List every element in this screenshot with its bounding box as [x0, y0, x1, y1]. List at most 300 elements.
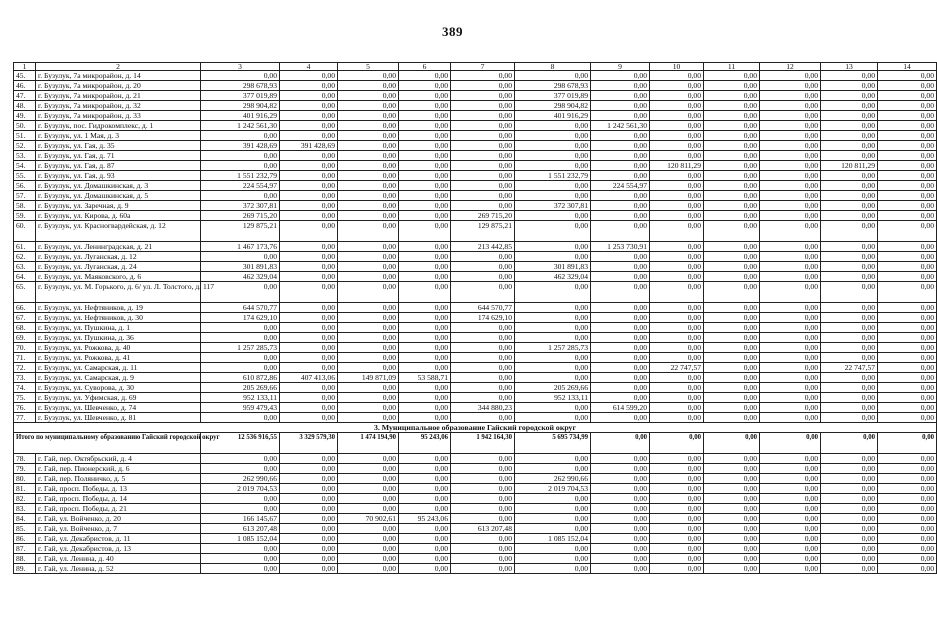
value-cell: 0,00 [650, 252, 704, 262]
value-cell: 0,00 [760, 262, 821, 272]
value-cell: 0,00 [399, 101, 451, 111]
value-cell: 0,00 [338, 504, 399, 514]
value-cell: 0,00 [280, 353, 338, 363]
value-cell: 391 428,69 [201, 141, 280, 151]
value-cell: 0,00 [280, 343, 338, 353]
value-cell: 0,00 [821, 534, 878, 544]
value-cell: 0,00 [338, 282, 399, 303]
address-cell: г. Гай, ул. Ленина, д. 40 [36, 554, 201, 564]
value-cell: 2 019 704,53 [201, 484, 280, 494]
total-value: 0,00 [650, 433, 704, 454]
value-cell: 0,00 [280, 564, 338, 574]
value-cell: 0,00 [878, 554, 937, 564]
value-cell: 0,00 [451, 91, 515, 101]
value-cell: 0,00 [650, 151, 704, 161]
row-number: 66. [14, 303, 36, 313]
value-cell: 0,00 [821, 353, 878, 363]
value-cell: 0,00 [399, 353, 451, 363]
address-cell: г. Гай, ул. Войченко, д. 7 [36, 524, 201, 534]
value-cell: 0,00 [280, 151, 338, 161]
value-cell: 0,00 [280, 171, 338, 181]
value-cell: 0,00 [201, 554, 280, 564]
value-cell: 0,00 [591, 373, 650, 383]
table-row [14, 323, 937, 333]
value-cell: 0,00 [650, 121, 704, 131]
value-cell: 0,00 [280, 121, 338, 131]
address-cell: г. Бузулук, 7а микрорайон, д. 20 [36, 81, 201, 91]
value-cell: 0,00 [878, 514, 937, 524]
value-cell: 0,00 [338, 91, 399, 101]
value-cell: 0,00 [650, 504, 704, 514]
column-number: 1 [14, 63, 36, 71]
value-cell: 0,00 [878, 373, 937, 383]
value-cell: 462 329,04 [201, 272, 280, 282]
value-cell: 0,00 [338, 403, 399, 413]
value-cell: 0,00 [591, 393, 650, 403]
value-cell: 0,00 [201, 252, 280, 262]
value-cell: 0,00 [704, 484, 760, 494]
address-cell: г. Гай, ул. Декабристов, д. 13 [36, 544, 201, 554]
value-cell: 0,00 [280, 454, 338, 464]
table-row [14, 303, 937, 313]
value-cell: 0,00 [338, 211, 399, 221]
value-cell: 269 715,20 [451, 211, 515, 221]
value-cell: 0,00 [338, 81, 399, 91]
value-cell: 0,00 [399, 363, 451, 373]
value-cell: 952 133,11 [515, 393, 591, 403]
value-cell: 0,00 [878, 363, 937, 373]
value-cell: 0,00 [399, 181, 451, 191]
value-cell: 0,00 [760, 91, 821, 101]
value-cell: 0,00 [591, 524, 650, 534]
value-cell: 0,00 [878, 101, 937, 111]
value-cell: 0,00 [280, 474, 338, 484]
address-cell: г. Бузулук, ул. Шевченко, д. 81 [36, 413, 201, 423]
value-cell: 0,00 [399, 454, 451, 464]
value-cell: 0,00 [338, 313, 399, 323]
value-cell: 0,00 [760, 161, 821, 171]
value-cell: 262 990,66 [515, 474, 591, 484]
row-number: 68. [14, 323, 36, 333]
value-cell: 0,00 [591, 91, 650, 101]
column-number: 3 [201, 63, 280, 71]
value-cell: 0,00 [878, 464, 937, 474]
value-cell: 0,00 [399, 191, 451, 201]
value-cell: 401 916,29 [201, 111, 280, 121]
value-cell: 0,00 [399, 544, 451, 554]
address-cell: г. Бузулук, ул. 1 Мая, д. 3 [36, 131, 201, 141]
value-cell: 0,00 [515, 514, 591, 524]
value-cell: 0,00 [515, 141, 591, 151]
value-cell: 0,00 [338, 262, 399, 272]
value-cell: 0,00 [650, 181, 704, 191]
value-cell: 0,00 [704, 101, 760, 111]
value-cell: 0,00 [591, 171, 650, 181]
total-value: 1 942 164,30 [451, 433, 515, 454]
address-cell: г. Гай, ул. Войченко, д. 20 [36, 514, 201, 524]
column-number: 2 [36, 63, 201, 71]
value-cell: 0,00 [878, 403, 937, 413]
value-cell: 0,00 [878, 454, 937, 464]
row-number: 51. [14, 131, 36, 141]
value-cell: 0,00 [201, 504, 280, 514]
value-cell: 0,00 [451, 151, 515, 161]
value-cell: 0,00 [451, 393, 515, 403]
value-cell: 262 990,66 [201, 474, 280, 484]
value-cell: 166 145,67 [201, 514, 280, 524]
value-cell: 462 329,04 [515, 272, 591, 282]
value-cell: 401 916,29 [515, 111, 591, 121]
capital-repair-table [13, 62, 937, 574]
value-cell: 0,00 [704, 272, 760, 282]
value-cell: 0,00 [878, 242, 937, 252]
address-cell: г. Бузулук, ул. Гая, д. 71 [36, 151, 201, 161]
value-cell: 0,00 [704, 454, 760, 464]
value-cell: 0,00 [338, 474, 399, 484]
value-cell: 0,00 [650, 373, 704, 383]
value-cell: 0,00 [878, 252, 937, 262]
value-cell: 0,00 [515, 554, 591, 564]
address-cell: г. Бузулук, ул. Луганская, д. 12 [36, 252, 201, 262]
value-cell: 0,00 [878, 91, 937, 101]
value-cell: 0,00 [201, 131, 280, 141]
value-cell: 0,00 [760, 454, 821, 464]
value-cell: 0,00 [704, 171, 760, 181]
row-number: 52. [14, 141, 36, 151]
address-cell: г. Бузулук, 7а микрорайон, д. 33 [36, 111, 201, 121]
value-cell: 0,00 [650, 272, 704, 282]
value-cell: 0,00 [515, 413, 591, 423]
value-cell: 0,00 [338, 141, 399, 151]
value-cell: 0,00 [201, 494, 280, 504]
value-cell: 0,00 [760, 313, 821, 323]
value-cell: 0,00 [704, 282, 760, 303]
value-cell: 0,00 [280, 71, 338, 81]
value-cell: 0,00 [338, 181, 399, 191]
value-cell: 0,00 [338, 383, 399, 393]
value-cell: 0,00 [451, 262, 515, 272]
value-cell: 0,00 [760, 393, 821, 403]
address-cell: г. Гай, просп. Победы, д. 13 [36, 484, 201, 494]
value-cell: 644 570,77 [201, 303, 280, 313]
value-cell: 0,00 [201, 363, 280, 373]
value-cell: 0,00 [760, 272, 821, 282]
row-number: 49. [14, 111, 36, 121]
value-cell: 0,00 [878, 161, 937, 171]
row-number: 77. [14, 413, 36, 423]
value-cell: 0,00 [704, 494, 760, 504]
value-cell: 0,00 [451, 494, 515, 504]
value-cell: 0,00 [650, 313, 704, 323]
section-header-row [14, 423, 937, 433]
value-cell: 205 269,66 [515, 383, 591, 393]
value-cell: 0,00 [399, 252, 451, 262]
value-cell: 0,00 [650, 111, 704, 121]
value-cell: 0,00 [399, 484, 451, 494]
value-cell: 0,00 [704, 353, 760, 363]
value-cell: 1 242 561,30 [591, 121, 650, 131]
value-cell: 298 904,82 [201, 101, 280, 111]
value-cell: 0,00 [451, 191, 515, 201]
value-cell: 0,00 [760, 564, 821, 574]
value-cell: 0,00 [451, 121, 515, 131]
value-cell: 0,00 [201, 544, 280, 554]
value-cell: 0,00 [591, 111, 650, 121]
value-cell: 0,00 [704, 564, 760, 574]
table-row [14, 524, 937, 534]
value-cell: 0,00 [338, 221, 399, 242]
total-row [14, 433, 937, 454]
value-cell: 0,00 [399, 333, 451, 343]
value-cell: 0,00 [591, 494, 650, 504]
value-cell: 0,00 [760, 514, 821, 524]
value-cell: 0,00 [338, 161, 399, 171]
value-cell: 0,00 [704, 413, 760, 423]
value-cell: 610 872,86 [201, 373, 280, 383]
row-number: 57. [14, 191, 36, 201]
value-cell: 0,00 [821, 252, 878, 262]
value-cell: 0,00 [878, 221, 937, 242]
value-cell: 614 599,20 [591, 403, 650, 413]
value-cell: 0,00 [650, 141, 704, 151]
value-cell: 0,00 [591, 151, 650, 161]
value-cell: 0,00 [591, 262, 650, 272]
row-number: 63. [14, 262, 36, 272]
value-cell: 0,00 [451, 383, 515, 393]
value-cell: 0,00 [760, 333, 821, 343]
value-cell: 1 257 285,73 [201, 343, 280, 353]
value-cell: 0,00 [704, 514, 760, 524]
value-cell: 0,00 [650, 81, 704, 91]
value-cell: 0,00 [280, 383, 338, 393]
value-cell: 0,00 [650, 303, 704, 313]
value-cell: 0,00 [515, 494, 591, 504]
value-cell: 0,00 [821, 393, 878, 403]
row-number: 60. [14, 221, 36, 242]
value-cell: 0,00 [760, 353, 821, 363]
total-value: 1 474 194,90 [338, 433, 399, 454]
value-cell: 0,00 [878, 393, 937, 403]
address-cell: г. Бузулук, ул. Уфимская, д. 69 [36, 393, 201, 403]
value-cell: 205 269,66 [201, 383, 280, 393]
value-cell: 0,00 [878, 171, 937, 181]
value-cell: 0,00 [280, 191, 338, 201]
value-cell: 0,00 [451, 161, 515, 171]
value-cell: 0,00 [760, 413, 821, 423]
table-row [14, 353, 937, 363]
value-cell: 0,00 [280, 272, 338, 282]
value-cell: 0,00 [591, 534, 650, 544]
value-cell: 0,00 [878, 474, 937, 484]
value-cell: 0,00 [760, 323, 821, 333]
table-row [14, 262, 937, 272]
address-cell: г. Гай, ул. Ленина, д. 52 [36, 564, 201, 574]
value-cell: 0,00 [591, 303, 650, 313]
value-cell: 0,00 [878, 272, 937, 282]
value-cell: 0,00 [399, 534, 451, 544]
value-cell: 0,00 [338, 242, 399, 252]
value-cell: 0,00 [399, 504, 451, 514]
value-cell: 0,00 [338, 524, 399, 534]
value-cell: 0,00 [338, 544, 399, 554]
value-cell: 0,00 [760, 464, 821, 474]
table-row [14, 221, 937, 242]
value-cell: 0,00 [704, 313, 760, 323]
value-cell: 0,00 [338, 393, 399, 403]
value-cell: 0,00 [760, 534, 821, 544]
value-cell: 0,00 [201, 151, 280, 161]
value-cell: 0,00 [515, 333, 591, 343]
table-row [14, 393, 937, 403]
value-cell: 0,00 [399, 393, 451, 403]
value-cell: 0,00 [650, 514, 704, 524]
value-cell: 0,00 [399, 524, 451, 534]
value-cell: 0,00 [280, 403, 338, 413]
value-cell: 0,00 [704, 191, 760, 201]
value-cell: 1 085 152,04 [515, 534, 591, 544]
value-cell: 0,00 [704, 383, 760, 393]
value-cell: 644 570,77 [451, 303, 515, 313]
value-cell: 0,00 [704, 262, 760, 272]
row-number: 87. [14, 544, 36, 554]
value-cell: 0,00 [280, 393, 338, 403]
value-cell: 0,00 [515, 524, 591, 534]
value-cell: 0,00 [201, 333, 280, 343]
value-cell: 0,00 [821, 464, 878, 474]
row-number: 73. [14, 373, 36, 383]
value-cell: 0,00 [821, 151, 878, 161]
value-cell: 0,00 [878, 111, 937, 121]
value-cell: 0,00 [821, 454, 878, 464]
value-cell: 0,00 [650, 464, 704, 474]
row-number: 67. [14, 313, 36, 323]
value-cell: 269 715,20 [201, 211, 280, 221]
value-cell: 0,00 [760, 191, 821, 201]
table-row [14, 81, 937, 91]
value-cell: 0,00 [591, 323, 650, 333]
value-cell: 224 554,97 [201, 181, 280, 191]
value-cell: 70 902,61 [338, 514, 399, 524]
row-number: 78. [14, 454, 36, 464]
row-number: 54. [14, 161, 36, 171]
table-row [14, 91, 937, 101]
value-cell: 0,00 [878, 494, 937, 504]
value-cell: 0,00 [591, 464, 650, 474]
value-cell: 0,00 [650, 71, 704, 81]
total-value: 95 243,06 [399, 433, 451, 454]
value-cell: 0,00 [280, 333, 338, 343]
value-cell: 0,00 [280, 81, 338, 91]
table-row [14, 272, 937, 282]
value-cell: 0,00 [760, 101, 821, 111]
value-cell: 0,00 [878, 504, 937, 514]
value-cell: 0,00 [650, 524, 704, 534]
address-cell: г. Бузулук, ул. М. Горького, д. 6/ ул. Л. Толстого, д. 117 [36, 282, 201, 303]
value-cell: 0,00 [591, 333, 650, 343]
row-number: 46. [14, 81, 36, 91]
value-cell: 0,00 [704, 544, 760, 554]
address-cell: г. Бузулук, ул. Гая, д. 87 [36, 161, 201, 171]
value-cell: 0,00 [591, 514, 650, 524]
value-cell: 0,00 [591, 363, 650, 373]
value-cell: 0,00 [878, 201, 937, 211]
value-cell: 0,00 [399, 413, 451, 423]
value-cell: 0,00 [878, 262, 937, 272]
address-cell: г. Бузулук, ул. Рожкова, д. 41 [36, 353, 201, 363]
value-cell: 0,00 [821, 524, 878, 534]
value-cell: 0,00 [338, 101, 399, 111]
table-row [14, 333, 937, 343]
table-row [14, 71, 937, 81]
value-cell: 0,00 [878, 413, 937, 423]
table-row [14, 373, 937, 383]
value-cell: 0,00 [399, 474, 451, 484]
value-cell: 0,00 [821, 282, 878, 303]
value-cell: 0,00 [280, 554, 338, 564]
value-cell: 0,00 [515, 313, 591, 323]
value-cell: 0,00 [338, 484, 399, 494]
value-cell: 0,00 [878, 71, 937, 81]
value-cell: 0,00 [760, 363, 821, 373]
value-cell: 0,00 [451, 464, 515, 474]
value-cell: 0,00 [878, 181, 937, 191]
value-cell: 0,00 [451, 71, 515, 81]
value-cell: 0,00 [280, 534, 338, 544]
value-cell: 0,00 [591, 544, 650, 554]
table-row [14, 383, 937, 393]
value-cell: 0,00 [451, 343, 515, 353]
value-cell: 0,00 [591, 282, 650, 303]
value-cell: 0,00 [451, 252, 515, 262]
value-cell: 613 207,48 [451, 524, 515, 534]
address-cell: г. Бузулук, 7а микрорайон, д. 32 [36, 101, 201, 111]
value-cell: 0,00 [280, 221, 338, 242]
row-number: 47. [14, 91, 36, 101]
value-cell: 0,00 [451, 323, 515, 333]
value-cell: 0,00 [451, 333, 515, 343]
value-cell: 0,00 [280, 464, 338, 474]
column-number: 11 [704, 63, 760, 71]
table-row [14, 191, 937, 201]
table-row [14, 111, 937, 121]
address-cell: г. Гай, ул. Декабристов, д. 11 [36, 534, 201, 544]
address-cell: г. Бузулук, ул. Кирова, д. 60а [36, 211, 201, 221]
column-number: 8 [515, 63, 591, 71]
table-row [14, 554, 937, 564]
value-cell: 0,00 [515, 252, 591, 262]
value-cell: 0,00 [704, 71, 760, 81]
value-cell: 0,00 [591, 564, 650, 574]
value-cell: 0,00 [704, 141, 760, 151]
value-cell: 53 588,71 [399, 373, 451, 383]
value-cell: 0,00 [451, 353, 515, 363]
value-cell: 0,00 [515, 211, 591, 221]
value-cell: 0,00 [451, 131, 515, 141]
value-cell: 298 904,82 [515, 101, 591, 111]
value-cell: 0,00 [650, 323, 704, 333]
value-cell: 0,00 [338, 121, 399, 131]
value-cell: 0,00 [650, 191, 704, 201]
value-cell: 0,00 [280, 514, 338, 524]
value-cell: 0,00 [201, 454, 280, 464]
value-cell: 0,00 [704, 201, 760, 211]
value-cell: 0,00 [821, 171, 878, 181]
value-cell: 0,00 [515, 464, 591, 474]
value-cell: 0,00 [650, 131, 704, 141]
value-cell: 0,00 [280, 211, 338, 221]
value-cell: 0,00 [338, 353, 399, 363]
value-cell: 0,00 [399, 221, 451, 242]
